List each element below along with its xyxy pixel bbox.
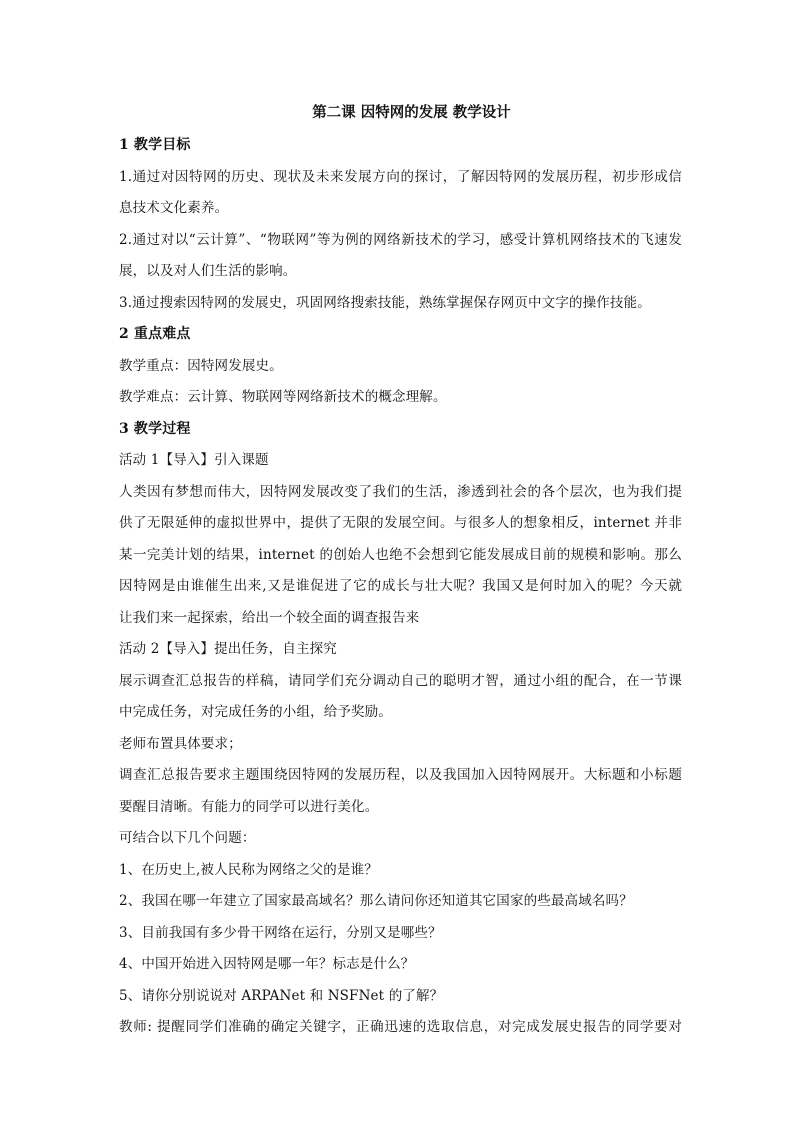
paragraph-line: 2.通过对以“云计算”、“物联网”等为例的网络新技术的学习，感受计算机网络技术的飞速发: [119, 231, 682, 248]
question-item: 2、我国在哪一年建立了国家最高域名？那么请问你还知道其它国家的些最高域名吗？: [119, 893, 633, 909]
paragraph-line: 让我们来一起探索，给出一个较全面的调查报告来: [119, 609, 420, 626]
activity-heading: 活动 1【导入】引入课题: [119, 452, 269, 468]
paragraph-line: 展示调查汇总报告的样稿，请同学们充分调动自己的聪明才智，通过小组的配合，在一节课: [119, 672, 682, 689]
document-title: 第二课 因特网的发展 教学设计: [312, 104, 511, 121]
paragraph-line: 1.通过对因特网的历史、现状及未来发展方向的探讨，了解因特网的发展历程，初步形成信: [119, 168, 682, 185]
paragraph-line: 老师布置具体要求；: [119, 735, 242, 752]
question-item: 1、在历史上,被人民称为网络之父的是谁？: [119, 861, 378, 878]
question-item: 3、目前我国有多少骨干网络在运行，分别又是哪些？: [119, 924, 442, 941]
teacher-note: 教师: 提醒同学们准确的确定关键字，正确迅速的选取信息，对完成发展史报告的同学要对: [119, 1019, 682, 1035]
section-heading-key-points: 2 重点难点: [119, 326, 191, 342]
paragraph-line: 人类因有梦想而伟大，因特网发展改变了我们的生活，渗透到社会的各个层次，也为我们提: [119, 483, 682, 500]
section-heading-objectives: 1 教学目标: [119, 137, 191, 153]
paragraph-line: 中完成任务，对完成任务的小组，给予奖励。: [119, 704, 392, 720]
paragraph-line: 某一完美计划的结果，internet 的创始人也绝不会想到它能发展成目前的规模和影响。那么: [119, 546, 682, 563]
paragraph-line: 教学难点：云计算、物联网等网络新技术的概念理解。: [119, 389, 447, 405]
paragraph-line: 息技术文化素养。: [119, 200, 229, 216]
paragraph-line: 调查汇总报告要求主题围绕因特网的发展历程，以及我国加入因特网展开。大标题和小标题: [119, 767, 682, 783]
paragraph-line: 教学重点：因特网发展史。: [119, 357, 283, 374]
paragraph-line: 供了无限延伸的虚拟世界中，提供了无限的发展空间。与很多人的想象相反，internet 并非: [119, 515, 682, 531]
question-item: 4、中国开始进入因特网是哪一年？标志是什么？: [119, 956, 415, 972]
section-heading-process: 3 教学过程: [119, 420, 191, 437]
paragraph-line: 因特网是由谁催生出来,又是谁促进了它的成长与壮大呢？我国又是何时加入的呢？今天就: [119, 578, 682, 594]
paragraph-line: 可结合以下几个问题：: [119, 830, 256, 846]
paragraph-line: 3.通过搜索因特网的发展史，巩固网络搜索技能，熟练掌握保存网页中文字的操作技能。: [119, 294, 651, 311]
document-page: [119, 100, 682, 1044]
question-item: 5、请你分别说说对 ARPANet 和 NSFNet 的了解？: [119, 987, 444, 1004]
paragraph-line: 展，以及对人们生活的影响。: [119, 263, 297, 279]
activity-heading: 活动 2【导入】提出任务，自主探究: [119, 641, 337, 657]
paragraph-line: 要醒目清晰。有能力的同学可以进行美化。: [119, 798, 379, 815]
